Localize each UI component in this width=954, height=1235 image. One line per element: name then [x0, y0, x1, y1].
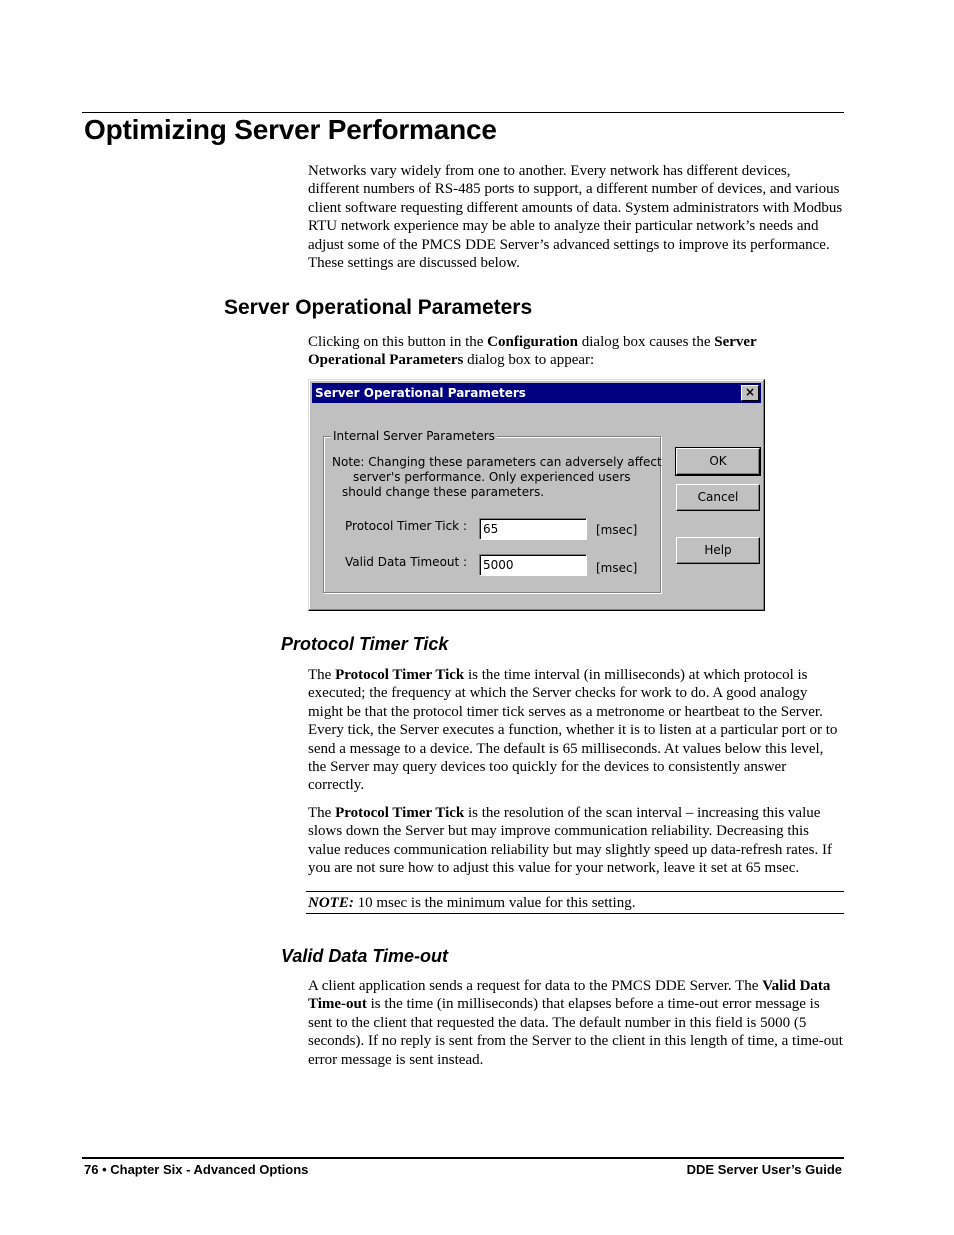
page-title: Optimizing Server Performance	[84, 114, 497, 145]
valid-data-timeout-input[interactable]: 5000	[479, 554, 587, 576]
ok-button[interactable]: OK	[676, 448, 760, 475]
section-intro-paragraph: Clicking on this button in the Configuration dialog box causes the Server Operational Parameters dialog box to appear:	[308, 334, 757, 369]
note-line-3: should change these parameters.	[342, 485, 545, 499]
note-line-1: Note: Changing these parameters can adversely affect	[332, 455, 662, 469]
protocol-timer-tick-label: Protocol Timer Tick :	[345, 519, 467, 533]
protocol-timer-tick-unit: [msec]	[596, 523, 638, 537]
close-icon[interactable]: ×	[741, 385, 759, 401]
valid-data-timeout-heading: Valid Data Time-out	[281, 946, 449, 966]
help-button[interactable]: Help	[676, 537, 760, 564]
protocol-paragraph-1: The Protocol Timer Tick is the time interval (in milliseconds) at which protocol is executed; the frequency at which the Server checks for work to do. A good analogy might be that the protocol timer tick serves as a metronome or heartbeat to the Server. Every tick, the Server executes a function, whether it is to listen at a particular port or to send a message to a device. The default is 65 milliseconds. At values below this level, the Server may query devices too quickly for the devices to consistently answer correctly.	[308, 667, 838, 794]
footer-right: DDE Server User’s Guide	[686, 1162, 842, 1177]
top-rule	[82, 112, 844, 113]
group-label: Internal Server Parameters	[333, 429, 495, 443]
note-line-2: server's performance. Only experienced users	[353, 470, 631, 484]
protocol-timer-tick-input[interactable]: 65	[479, 518, 587, 540]
dialog-titlebar	[312, 383, 761, 403]
timeout-paragraph: A client application sends a request for data to the PMCS DDE Server. The Valid Data Time-out is the time (in milliseconds) that elapses before a time-out error message is sent to the client that requested the data. The default number in this field is 5000 (5 seconds). If no reply is sent from the Server to the client in this length of time, a time-out error message is sent instead.	[308, 978, 843, 1068]
note-box	[306, 891, 844, 914]
protocol-timer-tick-heading: Protocol Timer Tick	[281, 634, 449, 654]
dialog-title: Server Operational Parameters	[315, 386, 526, 400]
server-operational-parameters-dialog	[308, 379, 765, 611]
valid-data-timeout-unit: [msec]	[596, 561, 638, 575]
protocol-paragraph-2: The Protocol Timer Tick is the resolution of the scan interval – increasing this value slows down the Server but may improve communication reliability. Decreasing this value reduces communication reliability but may slightly speed up data-refresh rates. If you are not sure how to adjust this value for your network, leave it set at 65 msec.	[308, 805, 832, 877]
note-text: NOTE: 10 msec is the minimum value for this setting.	[308, 895, 636, 911]
cancel-button[interactable]: Cancel	[676, 484, 760, 511]
section-title: Server Operational Parameters	[224, 296, 533, 319]
intro-paragraph: Networks vary widely from one to another. Every network has different devices, different numbers of RS-485 ports to support, a different number of devices, and various client software requesting different amounts of data. System administrators with Modbus RTU network experience may be able to analyze their particular network’s needs and adjust some of the PMCS DDE Server’s advanced settings to improve its performance. These settings are discussed below.	[308, 163, 843, 272]
footer-left: 76 • Chapter Six - Advanced Options	[84, 1162, 309, 1177]
valid-data-timeout-label: Valid Data Timeout :	[345, 555, 468, 569]
footer-rule	[82, 1157, 844, 1159]
